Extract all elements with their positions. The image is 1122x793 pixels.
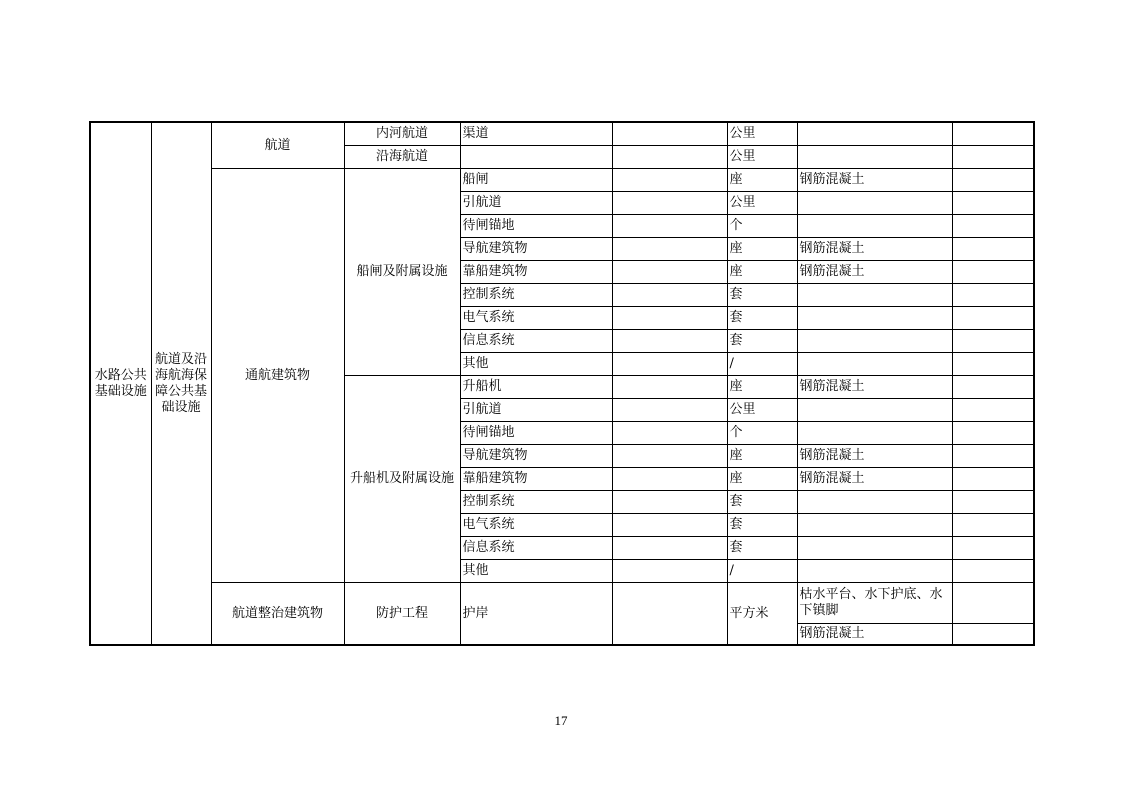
unit-cell: / xyxy=(727,353,797,376)
blank-cell xyxy=(612,215,727,238)
unit-cell: 个 xyxy=(727,215,797,238)
note-cell xyxy=(952,307,1034,330)
category-l4-cell: 内河航道 xyxy=(344,122,460,146)
material-cell xyxy=(797,353,952,376)
blank-cell xyxy=(612,284,727,307)
note-cell xyxy=(952,560,1034,583)
page-number: 17 xyxy=(554,713,568,728)
item-cell: 船闸 xyxy=(460,169,612,192)
unit-cell: 座 xyxy=(727,376,797,399)
unit-cell: 个 xyxy=(727,422,797,445)
note-cell xyxy=(952,399,1034,422)
unit-cell: 平方米 xyxy=(727,583,797,646)
blank-cell xyxy=(612,238,727,261)
note-cell xyxy=(952,583,1034,624)
unit-cell: 座 xyxy=(727,468,797,491)
blank-cell xyxy=(612,468,727,491)
material-cell: 钢筋混凝土 xyxy=(797,624,952,646)
item-cell: 导航建筑物 xyxy=(460,445,612,468)
unit-cell: 公里 xyxy=(727,192,797,215)
item-cell: 电气系统 xyxy=(460,307,612,330)
item-cell: 电气系统 xyxy=(460,514,612,537)
item-cell: 渠道 xyxy=(460,122,612,146)
note-cell xyxy=(952,215,1034,238)
item-cell: 控制系统 xyxy=(460,491,612,514)
blank-cell xyxy=(612,330,727,353)
item-cell: 护岸 xyxy=(460,583,612,646)
note-cell xyxy=(952,468,1034,491)
material-cell xyxy=(797,537,952,560)
unit-cell: 套 xyxy=(727,491,797,514)
unit-cell: / xyxy=(727,560,797,583)
note-cell xyxy=(952,122,1034,146)
category-l3-cell: 航道 xyxy=(211,122,344,169)
item-cell: 其他 xyxy=(460,560,612,583)
category-l4-cell: 防护工程 xyxy=(344,583,460,646)
material-cell: 钢筋混凝土 xyxy=(797,445,952,468)
material-cell xyxy=(797,284,952,307)
item-cell xyxy=(460,146,612,169)
blank-cell xyxy=(612,353,727,376)
note-cell xyxy=(952,238,1034,261)
item-cell: 引航道 xyxy=(460,192,612,215)
material-cell xyxy=(797,215,952,238)
material-cell xyxy=(797,307,952,330)
category-l4-cell: 升船机及附属设施 xyxy=(344,376,460,583)
material-cell xyxy=(797,560,952,583)
note-cell xyxy=(952,192,1034,215)
blank-cell xyxy=(612,514,727,537)
blank-cell xyxy=(612,307,727,330)
unit-cell: 套 xyxy=(727,514,797,537)
note-cell xyxy=(952,422,1034,445)
blank-cell xyxy=(612,169,727,192)
material-cell xyxy=(797,330,952,353)
unit-cell: 套 xyxy=(727,330,797,353)
category-l4-cell: 沿海航道 xyxy=(344,146,460,169)
unit-cell: 座 xyxy=(727,238,797,261)
note-cell xyxy=(952,514,1034,537)
note-cell xyxy=(952,284,1034,307)
material-cell: 钢筋混凝土 xyxy=(797,261,952,284)
material-cell xyxy=(797,122,952,146)
note-cell xyxy=(952,376,1034,399)
blank-cell xyxy=(612,537,727,560)
item-cell: 升船机 xyxy=(460,376,612,399)
item-cell: 靠船建筑物 xyxy=(460,468,612,491)
asset-classification-table xyxy=(89,121,1035,646)
category-l3-cell: 通航建筑物 xyxy=(211,169,344,583)
unit-cell: 公里 xyxy=(727,146,797,169)
blank-cell xyxy=(612,261,727,284)
table-row xyxy=(90,122,1034,146)
blank-cell xyxy=(612,192,727,215)
material-cell xyxy=(797,491,952,514)
note-cell xyxy=(952,330,1034,353)
material-cell: 钢筋混凝土 xyxy=(797,376,952,399)
item-cell: 信息系统 xyxy=(460,330,612,353)
unit-cell: 公里 xyxy=(727,122,797,146)
note-cell xyxy=(952,353,1034,376)
category-l2-cell: 航道及沿海航海保障公共基础设施 xyxy=(151,122,211,645)
blank-cell xyxy=(612,146,727,169)
unit-cell: 公里 xyxy=(727,399,797,422)
blank-cell xyxy=(612,399,727,422)
blank-cell xyxy=(612,422,727,445)
unit-cell: 座 xyxy=(727,169,797,192)
note-cell xyxy=(952,169,1034,192)
table-row xyxy=(90,169,1034,192)
blank-cell xyxy=(612,560,727,583)
unit-cell: 座 xyxy=(727,445,797,468)
unit-cell: 座 xyxy=(727,261,797,284)
note-cell xyxy=(952,261,1034,284)
material-cell xyxy=(797,192,952,215)
material-cell xyxy=(797,146,952,169)
unit-cell: 套 xyxy=(727,284,797,307)
table-row xyxy=(90,583,1034,624)
blank-cell xyxy=(612,122,727,146)
note-cell xyxy=(952,537,1034,560)
item-cell: 待闸锚地 xyxy=(460,422,612,445)
item-cell: 引航道 xyxy=(460,399,612,422)
blank-cell xyxy=(612,376,727,399)
category-l3-cell: 航道整治建筑物 xyxy=(211,583,344,646)
material-cell: 钢筋混凝土 xyxy=(797,169,952,192)
item-cell: 待闸锚地 xyxy=(460,215,612,238)
material-cell: 钢筋混凝土 xyxy=(797,468,952,491)
note-cell xyxy=(952,491,1034,514)
item-cell: 信息系统 xyxy=(460,537,612,560)
material-cell: 枯水平台、水下护底、水下镇脚 xyxy=(797,583,952,624)
item-cell: 其他 xyxy=(460,353,612,376)
material-cell xyxy=(797,422,952,445)
category-l1-cell: 水路公共基础设施 xyxy=(90,122,151,645)
note-cell xyxy=(952,445,1034,468)
item-cell: 导航建筑物 xyxy=(460,238,612,261)
material-cell xyxy=(797,399,952,422)
unit-cell: 套 xyxy=(727,537,797,560)
blank-cell xyxy=(612,445,727,468)
material-cell xyxy=(797,514,952,537)
unit-cell: 套 xyxy=(727,307,797,330)
item-cell: 靠船建筑物 xyxy=(460,261,612,284)
material-cell: 钢筋混凝土 xyxy=(797,238,952,261)
note-cell xyxy=(952,146,1034,169)
note-cell xyxy=(952,624,1034,646)
category-l4-cell: 船闸及附属设施 xyxy=(344,169,460,376)
blank-cell xyxy=(612,491,727,514)
blank-cell xyxy=(612,583,727,646)
item-cell: 控制系统 xyxy=(460,284,612,307)
